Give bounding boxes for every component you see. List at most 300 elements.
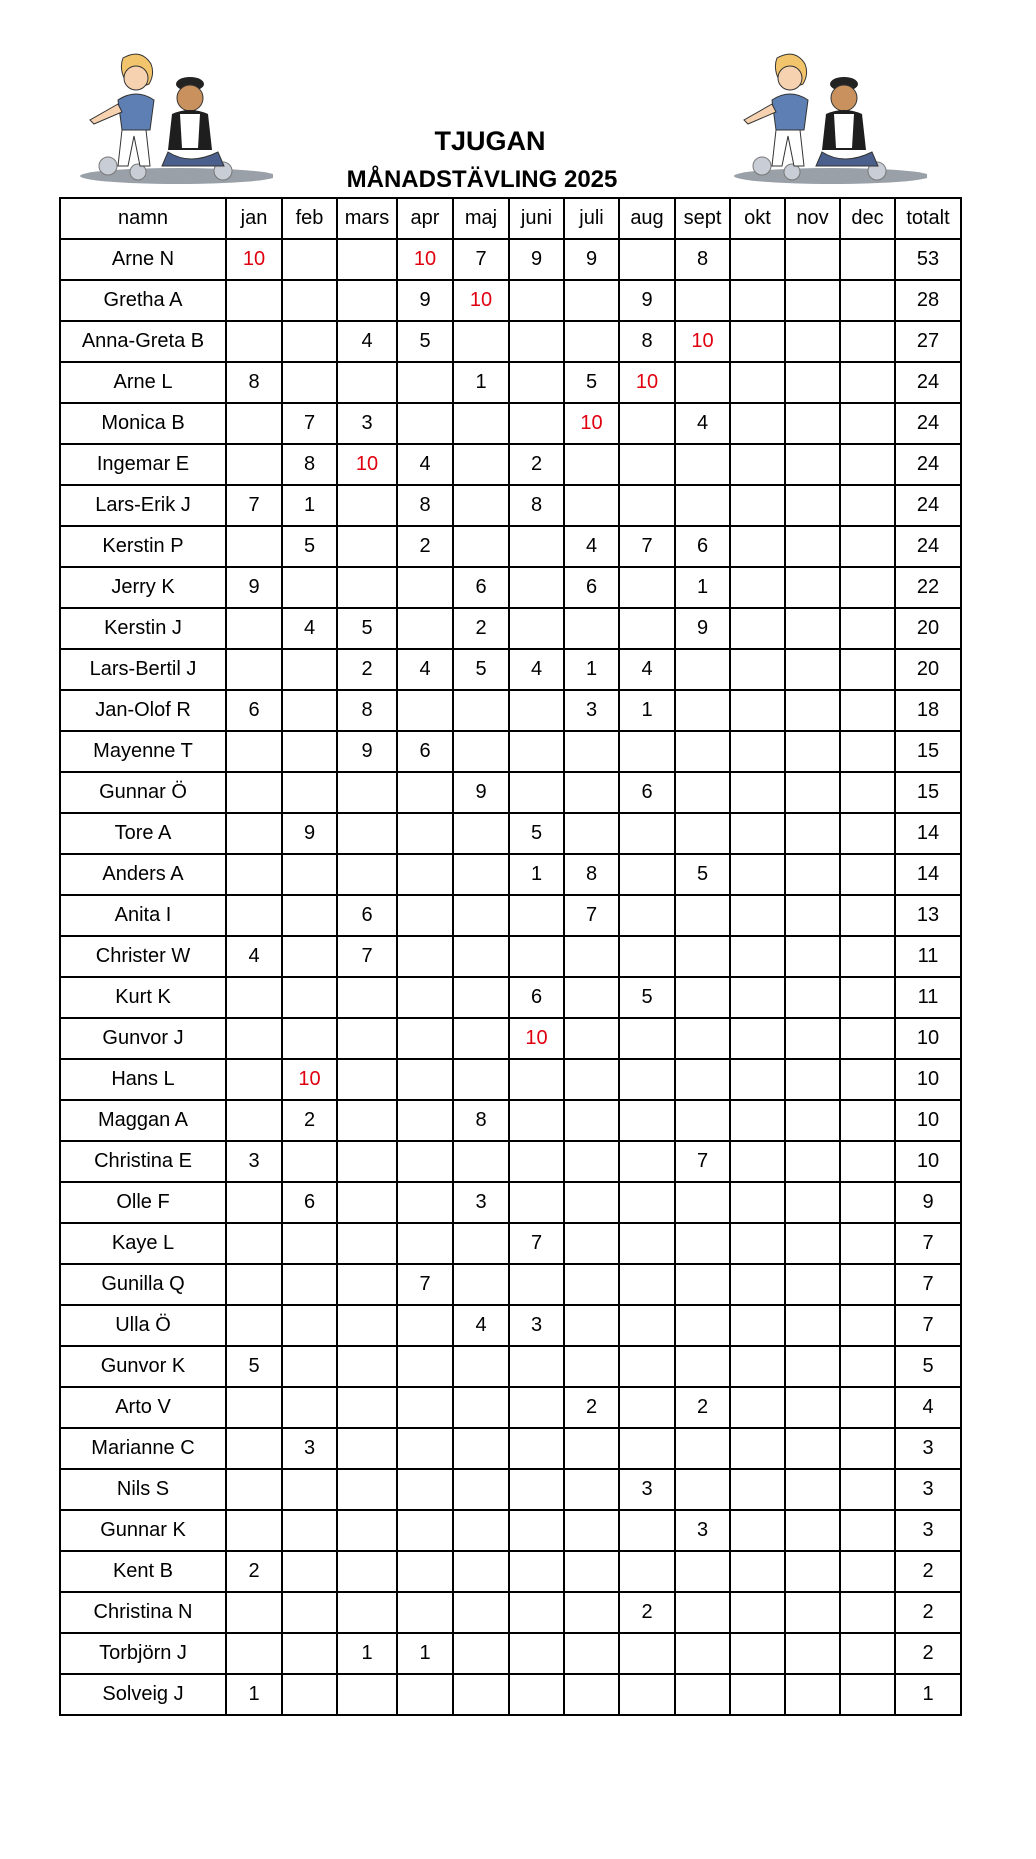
player-name: Anita I: [60, 895, 226, 936]
score-cell: [840, 772, 895, 813]
score-cell: [675, 813, 730, 854]
score-cell: [840, 1387, 895, 1428]
score-cell: [509, 1182, 564, 1223]
score-cell: 2: [226, 1551, 282, 1592]
score-cell: [282, 567, 337, 608]
score-cell: [730, 526, 785, 567]
score-cell: [337, 813, 397, 854]
score-cell: [282, 239, 337, 280]
score-cell: 9: [619, 280, 675, 321]
table-row: [60, 1100, 961, 1141]
score-cell: [619, 1428, 675, 1469]
score-cell: [785, 895, 840, 936]
score-cell: [337, 1018, 397, 1059]
score-cell: [509, 936, 564, 977]
score-cell: 5: [337, 608, 397, 649]
score-cell: [785, 977, 840, 1018]
score-cell: [619, 895, 675, 936]
total-cell: 10: [895, 1018, 961, 1059]
score-cell: [675, 649, 730, 690]
score-cell: [564, 1551, 619, 1592]
score-cell: 6: [337, 895, 397, 936]
score-cell: [453, 731, 509, 772]
player-name: Mayenne T: [60, 731, 226, 772]
score-cell: [840, 1059, 895, 1100]
score-cell: [453, 1387, 509, 1428]
score-cell: [226, 731, 282, 772]
player-name: Gunnar Ö: [60, 772, 226, 813]
score-cell: [730, 1592, 785, 1633]
score-table: [59, 197, 962, 1716]
score-cell: 4: [509, 649, 564, 690]
score-cell: [619, 1674, 675, 1715]
score-cell: 1: [282, 485, 337, 526]
score-cell: [453, 321, 509, 362]
total-cell: 7: [895, 1264, 961, 1305]
score-cell: [453, 936, 509, 977]
column-header-dec: dec: [840, 198, 895, 239]
score-cell: [675, 362, 730, 403]
score-cell: [840, 977, 895, 1018]
total-cell: 24: [895, 362, 961, 403]
score-cell: [730, 690, 785, 731]
score-cell: [730, 362, 785, 403]
score-cell: [730, 1182, 785, 1223]
score-cell: [675, 485, 730, 526]
total-cell: 28: [895, 280, 961, 321]
score-cell: 6: [675, 526, 730, 567]
score-cell: [337, 1141, 397, 1182]
score-cell: [337, 362, 397, 403]
score-cell: [397, 1674, 453, 1715]
score-cell: [730, 403, 785, 444]
score-cell: [226, 1182, 282, 1223]
score-cell: [226, 608, 282, 649]
score-cell: 3: [453, 1182, 509, 1223]
column-header-sept: sept: [675, 198, 730, 239]
score-cell: [226, 1469, 282, 1510]
score-cell: [509, 280, 564, 321]
score-cell: [619, 1059, 675, 1100]
score-cell: [337, 1059, 397, 1100]
score-cell: [785, 936, 840, 977]
score-cell: [282, 1510, 337, 1551]
score-cell: 7: [509, 1223, 564, 1264]
score-cell: [509, 1428, 564, 1469]
score-cell: [564, 280, 619, 321]
score-cell: [453, 1469, 509, 1510]
score-cell: [730, 895, 785, 936]
score-cell: [337, 1223, 397, 1264]
score-cell: [564, 936, 619, 977]
column-header-juli: juli: [564, 198, 619, 239]
bowling-couple-illustration: [68, 48, 273, 188]
score-cell: [337, 526, 397, 567]
score-cell: [453, 1141, 509, 1182]
score-cell: [840, 936, 895, 977]
score-cell: [337, 1551, 397, 1592]
total-cell: 3: [895, 1428, 961, 1469]
score-cell: 5: [397, 321, 453, 362]
score-cell: [840, 1592, 895, 1633]
score-cell: [282, 977, 337, 1018]
score-cell: [397, 1182, 453, 1223]
total-cell: 53: [895, 239, 961, 280]
player-name: Monica B: [60, 403, 226, 444]
score-cell: [785, 362, 840, 403]
score-cell: [509, 321, 564, 362]
score-cell: [453, 1551, 509, 1592]
score-cell: [840, 1223, 895, 1264]
score-cell: 6: [564, 567, 619, 608]
total-cell: 24: [895, 403, 961, 444]
score-cell: [226, 1100, 282, 1141]
column-header-juni: juni: [509, 198, 564, 239]
score-cell: [785, 813, 840, 854]
score-cell: [730, 1018, 785, 1059]
score-cell: [226, 1428, 282, 1469]
table-row: [60, 1592, 961, 1633]
score-cell: 3: [282, 1428, 337, 1469]
score-cell: [730, 280, 785, 321]
score-cell: [564, 1100, 619, 1141]
total-cell: 15: [895, 731, 961, 772]
player-name: Kent B: [60, 1551, 226, 1592]
score-cell: [730, 608, 785, 649]
score-cell: [619, 731, 675, 772]
score-cell: [619, 1387, 675, 1428]
table-row: [60, 854, 961, 895]
score-cell: [564, 1428, 619, 1469]
score-cell: [337, 1264, 397, 1305]
score-cell: [785, 321, 840, 362]
player-name: Christina E: [60, 1141, 226, 1182]
score-cell: [226, 1223, 282, 1264]
score-cell: [840, 1551, 895, 1592]
total-cell: 2: [895, 1633, 961, 1674]
score-cell: [675, 1223, 730, 1264]
total-cell: 10: [895, 1100, 961, 1141]
score-cell: [564, 1674, 619, 1715]
score-cell: [840, 1018, 895, 1059]
score-cell: [453, 485, 509, 526]
score-cell: [840, 1182, 895, 1223]
score-cell: [564, 731, 619, 772]
player-name: Arto V: [60, 1387, 226, 1428]
score-cell: [397, 936, 453, 977]
score-cell: [564, 1633, 619, 1674]
score-cell: [564, 1141, 619, 1182]
score-cell: [397, 1141, 453, 1182]
score-cell: [226, 1059, 282, 1100]
total-cell: 10: [895, 1141, 961, 1182]
table-row: [60, 444, 961, 485]
score-cell: [675, 1551, 730, 1592]
score-cell: 8: [397, 485, 453, 526]
score-cell: 2: [397, 526, 453, 567]
score-cell: [785, 1633, 840, 1674]
player-name: Kaye L: [60, 1223, 226, 1264]
score-cell: [509, 1551, 564, 1592]
player-name: Hans L: [60, 1059, 226, 1100]
score-cell: [730, 1387, 785, 1428]
score-cell: [226, 280, 282, 321]
player-name: Solveig J: [60, 1674, 226, 1715]
score-cell: 4: [675, 403, 730, 444]
table-row: [60, 567, 961, 608]
score-cell: 4: [397, 649, 453, 690]
score-cell: 7: [564, 895, 619, 936]
score-cell: [337, 1592, 397, 1633]
score-cell: [226, 321, 282, 362]
player-name: Olle F: [60, 1182, 226, 1223]
score-cell: 10: [453, 280, 509, 321]
score-cell: 6: [619, 772, 675, 813]
score-cell: [226, 1305, 282, 1346]
total-cell: 22: [895, 567, 961, 608]
score-cell: [675, 1469, 730, 1510]
score-cell: [337, 280, 397, 321]
score-cell: 7: [619, 526, 675, 567]
score-cell: [564, 1469, 619, 1510]
score-cell: [226, 1264, 282, 1305]
score-cell: [282, 1469, 337, 1510]
score-cell: [226, 772, 282, 813]
score-cell: [730, 1674, 785, 1715]
total-cell: 3: [895, 1510, 961, 1551]
table-row: [60, 977, 961, 1018]
total-cell: 18: [895, 690, 961, 731]
score-cell: [840, 485, 895, 526]
score-cell: [282, 690, 337, 731]
table-row: [60, 1141, 961, 1182]
score-cell: [509, 362, 564, 403]
table-row: [60, 1346, 961, 1387]
table-row: [60, 936, 961, 977]
score-cell: [509, 731, 564, 772]
total-cell: 14: [895, 854, 961, 895]
score-cell: 5: [509, 813, 564, 854]
table-row: [60, 772, 961, 813]
score-cell: [282, 895, 337, 936]
player-name: Gunilla Q: [60, 1264, 226, 1305]
score-cell: [337, 1346, 397, 1387]
score-cell: 10: [564, 403, 619, 444]
score-cell: [619, 1141, 675, 1182]
score-cell: [564, 1264, 619, 1305]
score-cell: [453, 1018, 509, 1059]
score-cell: [397, 1018, 453, 1059]
score-cell: [785, 1592, 840, 1633]
score-cell: [619, 813, 675, 854]
table-row: [60, 280, 961, 321]
score-cell: 3: [564, 690, 619, 731]
score-cell: [619, 936, 675, 977]
score-cell: [675, 1264, 730, 1305]
score-cell: [453, 444, 509, 485]
total-cell: 1: [895, 1674, 961, 1715]
score-cell: [675, 1633, 730, 1674]
table-row: [60, 1510, 961, 1551]
score-cell: [785, 608, 840, 649]
score-cell: [840, 1428, 895, 1469]
score-cell: [840, 1633, 895, 1674]
score-cell: [509, 772, 564, 813]
score-cell: [453, 526, 509, 567]
score-cell: [226, 649, 282, 690]
total-cell: 13: [895, 895, 961, 936]
score-cell: [397, 1592, 453, 1633]
player-name: Ulla Ö: [60, 1305, 226, 1346]
score-cell: 4: [337, 321, 397, 362]
score-cell: [397, 1346, 453, 1387]
player-name: Gunvor J: [60, 1018, 226, 1059]
score-cell: [730, 1346, 785, 1387]
table-row: [60, 1264, 961, 1305]
score-cell: [730, 649, 785, 690]
score-cell: [675, 731, 730, 772]
score-cell: [509, 1592, 564, 1633]
total-cell: 4: [895, 1387, 961, 1428]
score-cell: [397, 813, 453, 854]
score-cell: [282, 1305, 337, 1346]
score-cell: [785, 239, 840, 280]
score-cell: [785, 1674, 840, 1715]
score-cell: [226, 813, 282, 854]
score-cell: [785, 1018, 840, 1059]
score-cell: [785, 1510, 840, 1551]
score-cell: 6: [453, 567, 509, 608]
score-cell: 4: [564, 526, 619, 567]
score-cell: [397, 1059, 453, 1100]
score-cell: [282, 362, 337, 403]
score-cell: [453, 1223, 509, 1264]
score-cell: [785, 1551, 840, 1592]
score-cell: [675, 977, 730, 1018]
column-header-totalt: totalt: [895, 198, 961, 239]
score-cell: [397, 1305, 453, 1346]
score-cell: [226, 977, 282, 1018]
player-name: Maggan A: [60, 1100, 226, 1141]
score-cell: 1: [509, 854, 564, 895]
score-cell: [453, 977, 509, 1018]
score-cell: 2: [675, 1387, 730, 1428]
score-cell: [337, 977, 397, 1018]
score-cell: [730, 977, 785, 1018]
score-cell: 10: [619, 362, 675, 403]
score-cell: [453, 1346, 509, 1387]
score-cell: [453, 1428, 509, 1469]
score-cell: 9: [509, 239, 564, 280]
score-cell: [226, 403, 282, 444]
score-cell: [564, 813, 619, 854]
score-cell: [619, 1633, 675, 1674]
player-name: Jan-Olof R: [60, 690, 226, 731]
score-cell: [730, 444, 785, 485]
score-cell: 1: [226, 1674, 282, 1715]
score-cell: [675, 1059, 730, 1100]
player-name: Kurt K: [60, 977, 226, 1018]
score-cell: [337, 1428, 397, 1469]
score-cell: 9: [282, 813, 337, 854]
table-row: [60, 649, 961, 690]
score-cell: [840, 649, 895, 690]
score-cell: [397, 1510, 453, 1551]
table-row: [60, 321, 961, 362]
table-row: [60, 1633, 961, 1674]
score-cell: 9: [675, 608, 730, 649]
total-cell: 24: [895, 444, 961, 485]
score-cell: 1: [675, 567, 730, 608]
bowling-couple-illustration: [722, 48, 927, 188]
column-header-aug: aug: [619, 198, 675, 239]
score-cell: [840, 567, 895, 608]
score-cell: 3: [337, 403, 397, 444]
score-cell: [509, 1100, 564, 1141]
score-cell: [619, 403, 675, 444]
score-cell: [619, 1223, 675, 1264]
total-cell: 2: [895, 1551, 961, 1592]
score-cell: [282, 280, 337, 321]
score-cell: [675, 895, 730, 936]
score-cell: [785, 854, 840, 895]
score-cell: [564, 321, 619, 362]
score-cell: 5: [675, 854, 730, 895]
score-cell: [785, 567, 840, 608]
score-cell: [226, 854, 282, 895]
score-cell: [282, 1674, 337, 1715]
score-cell: 10: [675, 321, 730, 362]
score-cell: [730, 239, 785, 280]
score-cell: [282, 1387, 337, 1428]
score-cell: [730, 772, 785, 813]
score-cell: 2: [453, 608, 509, 649]
score-cell: [337, 1674, 397, 1715]
total-cell: 27: [895, 321, 961, 362]
score-cell: [509, 608, 564, 649]
score-cell: [453, 1633, 509, 1674]
score-cell: 6: [397, 731, 453, 772]
score-cell: [785, 1141, 840, 1182]
score-cell: [564, 444, 619, 485]
score-cell: [282, 1141, 337, 1182]
score-cell: [730, 1428, 785, 1469]
score-cell: [675, 690, 730, 731]
score-cell: [730, 936, 785, 977]
total-cell: 20: [895, 649, 961, 690]
score-cell: [730, 1059, 785, 1100]
score-cell: [785, 1428, 840, 1469]
player-name: Arne N: [60, 239, 226, 280]
score-cell: [397, 977, 453, 1018]
column-header-apr: apr: [397, 198, 453, 239]
score-cell: [282, 1264, 337, 1305]
score-cell: [840, 321, 895, 362]
score-cell: [564, 1346, 619, 1387]
table-row: [60, 239, 961, 280]
score-cell: [785, 1469, 840, 1510]
player-name: Kerstin P: [60, 526, 226, 567]
score-cell: 2: [282, 1100, 337, 1141]
score-cell: [619, 1510, 675, 1551]
score-cell: 9: [397, 280, 453, 321]
score-cell: [397, 772, 453, 813]
table-row: [60, 1018, 961, 1059]
score-cell: [675, 936, 730, 977]
score-cell: [675, 444, 730, 485]
score-cell: [397, 1387, 453, 1428]
score-cell: [397, 362, 453, 403]
